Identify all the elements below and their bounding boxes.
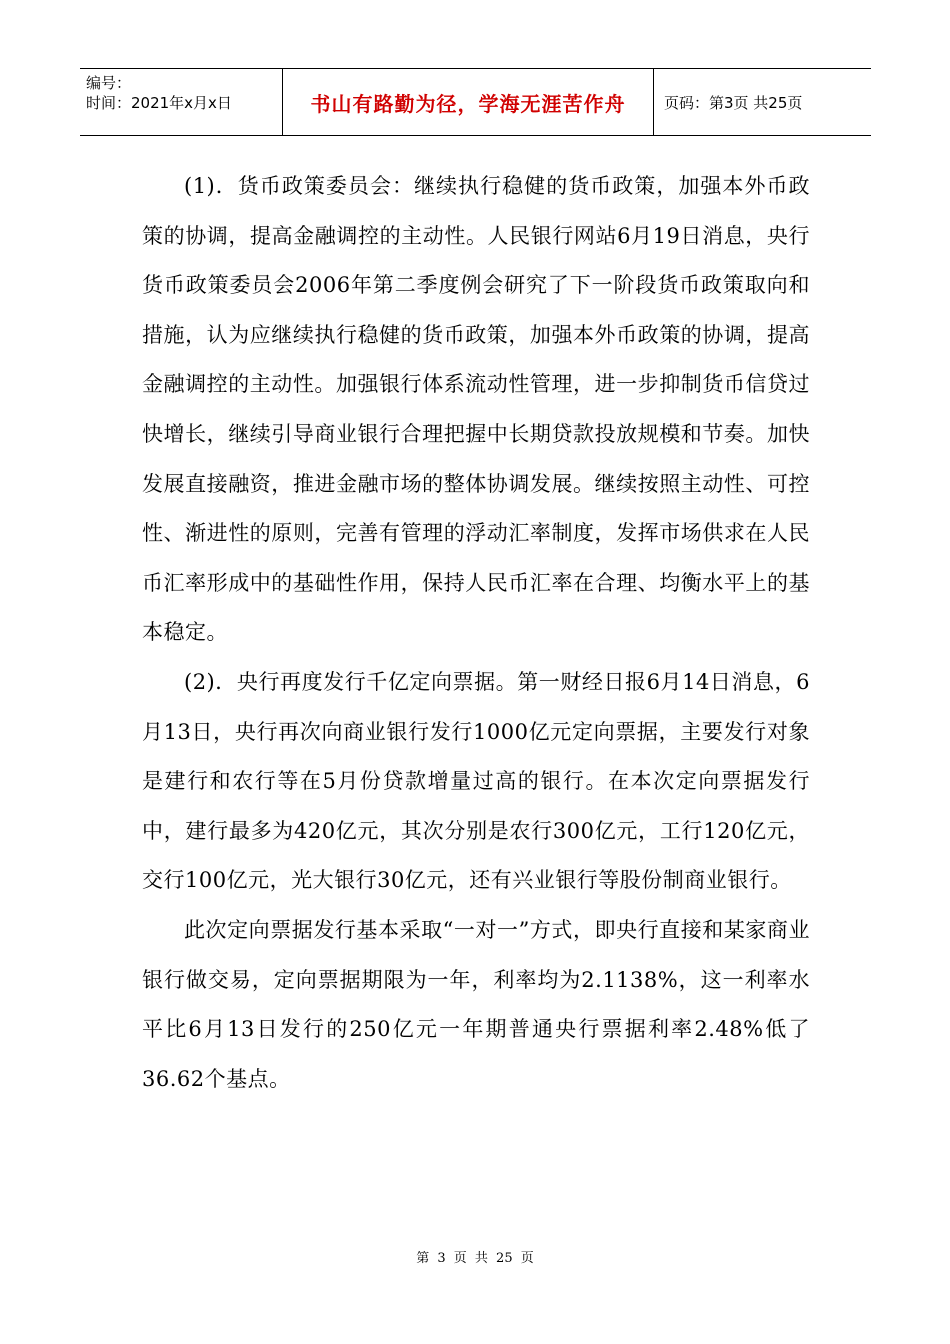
page-footer: 第 3 页 共 25 页	[416, 1251, 534, 1266]
paragraph-directed-bills: (2)．央行再度发行千亿定向票据。第一财经日报6月14日消息，6月13日，央行再次向商业银行发行1000亿元定向票据，主要发行对象是建行和农行等在5月份贷款增量过高的银行。在本次定向票据发行中，建行最多为420亿元，其次分别是农行300亿元，工行120亿元，交行100亿元，光大银行30亿元，还有兴业银行等股份制商业银行。	[142, 669, 810, 893]
serial-number-label: 编号：	[86, 74, 132, 92]
date-label: 时间：2021年x月x日	[86, 94, 232, 112]
paragraph-monetary-committee: (1)．货币政策委员会：继续执行稳健的货币政策，加强本外币政策的协调，提高金融调控的主动性。人民银行网站6月19日消息，央行货币政策委员会2006年第二季度例会研究了下一阶段货币政策取向和措施，认为应继续执行稳健的货币政策，加强本外币政策的协调，提高金融调控的主动性。加强银行体系流动性管理，进一步抑制货币信贷过快增长，继续引导商业银行合理把握中长期贷款投放规模和节奏。加快发展直接融资，推进金融市场的整体协调发展。继续按照主动性、可控性、渐进性的原则，完善有管理的浮动汇率制度，发挥市场供求在人民币汇率形成中的基础性作用，保持人民币汇率在合理、均衡水平上的基本稳定。	[142, 174, 810, 645]
page-header	[80, 68, 871, 136]
motto-text: 书山有路勤为径，学海无涯苦作舟	[310, 91, 626, 116]
header-motto-cell	[283, 69, 654, 135]
header-page-cell	[654, 69, 871, 135]
document-body	[142, 162, 810, 1104]
header-meta-cell	[80, 69, 283, 135]
paragraph-interest-rate: 此次定向票据发行基本采取“一对一”方式，即央行直接和某家商业银行做交易，定向票据期限为一年，利率均为2.1138%，这一利率水平比6月13日发行的250亿元一年期普通央行票据利率2.48%低了36.62个基点。	[142, 917, 810, 1091]
page-info-text: 页码：第3页 共25页	[664, 93, 803, 112]
